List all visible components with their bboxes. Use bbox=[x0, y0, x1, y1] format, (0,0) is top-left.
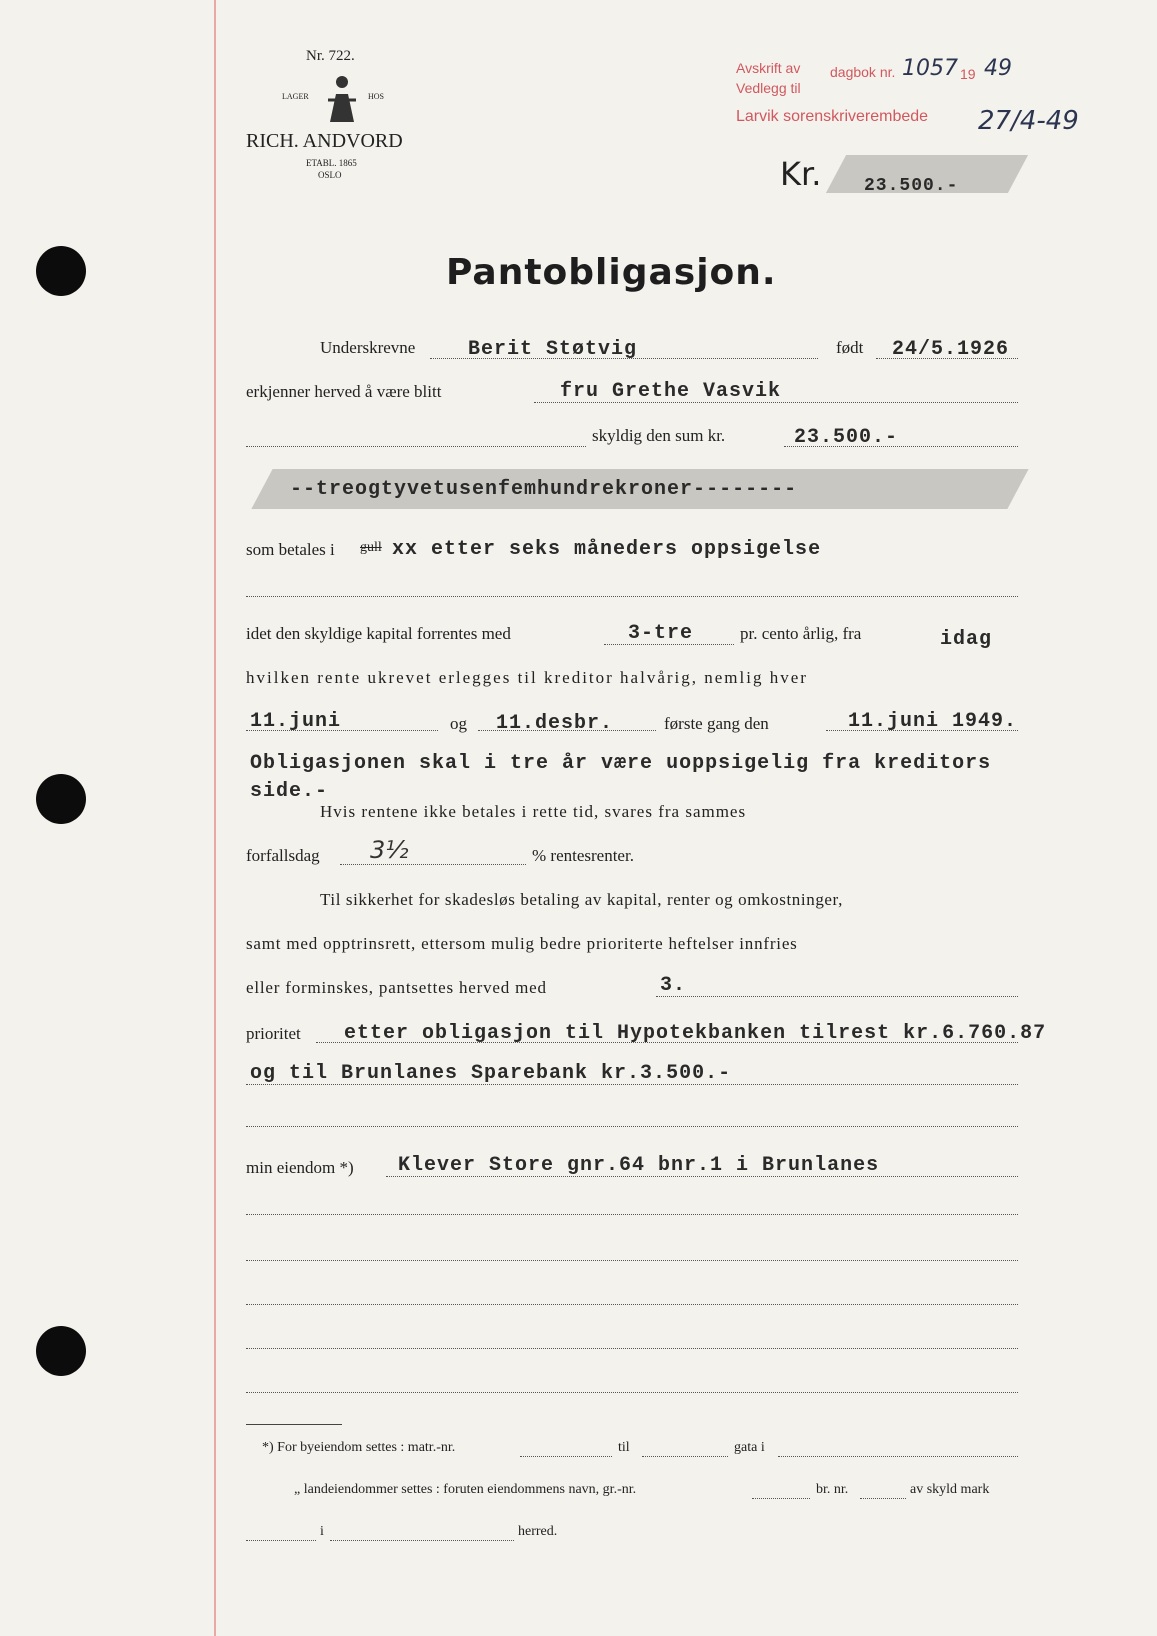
property-label: min eiendom *) bbox=[246, 1158, 354, 1177]
paid-strike: gull bbox=[360, 540, 382, 555]
paid-label: som betales i bbox=[246, 540, 335, 559]
margin-line bbox=[214, 0, 216, 1636]
priority-text-1: etter obligasjon til Hypotekbanken tilrest kr.6.760.87 bbox=[344, 1022, 1047, 1045]
owe-amount: 23.500.- bbox=[794, 426, 899, 449]
dotted-rule bbox=[246, 1126, 1018, 1127]
undersigned-label: Underskrevne bbox=[320, 338, 416, 357]
punch-hole bbox=[36, 774, 86, 824]
publisher-logo-icon bbox=[322, 72, 362, 124]
publisher-name: RICH. ANDVORD bbox=[246, 130, 403, 152]
stamp-date: 27/4-49 bbox=[978, 106, 1079, 136]
interest-rate: 3-tre bbox=[628, 622, 694, 645]
late-line: Hvis rentene ikke betales i rette tid, svares fra sammes bbox=[320, 802, 747, 821]
dotted-rule bbox=[246, 730, 438, 731]
punch-hole bbox=[36, 1326, 86, 1376]
note-line-1: Obligasjonen skal i tre år være uoppsigelig fra kreditors bbox=[250, 752, 992, 775]
paid-terms: xx etter seks måneders oppsigelse bbox=[392, 538, 822, 561]
footnote-line-3a: i bbox=[320, 1524, 324, 1539]
publisher-city: OSLO bbox=[318, 170, 342, 180]
security-line-2: samt med opptrinsrett, ettersom mulig bedre prioriterte heftelser innfries bbox=[246, 934, 798, 953]
footnote-line-2c: av skyld mark bbox=[910, 1482, 990, 1497]
footnote-line-1a: *) For byeiendom settes : matr.-nr. bbox=[262, 1440, 456, 1455]
due-date-2: 11.desbr. bbox=[496, 712, 614, 735]
footnote-separator bbox=[246, 1424, 342, 1425]
dotted-rule bbox=[246, 446, 586, 447]
born-date: 24/5.1926 bbox=[892, 338, 1010, 361]
stamp-avskrift: Avskrift av bbox=[736, 60, 801, 76]
logo-left-text: LAGER bbox=[282, 92, 309, 101]
stamp-dagbok-label: dagbok nr. bbox=[830, 64, 896, 80]
dotted-rule bbox=[246, 596, 1018, 597]
dotted-rule bbox=[246, 1260, 1018, 1261]
interest-label2: pr. cento årlig, fra bbox=[740, 624, 862, 643]
property-description: Klever Store gnr.64 bnr.1 i Brunlanes bbox=[398, 1154, 880, 1177]
amount-value: 23.500.- bbox=[864, 176, 959, 196]
priority-number: 3. bbox=[660, 974, 687, 997]
first-time-label: første gang den bbox=[664, 714, 769, 733]
dotted-rule bbox=[246, 1392, 1018, 1393]
dotted-rule bbox=[642, 1456, 728, 1457]
logo-right-text: HOS bbox=[368, 92, 385, 101]
stamp-vedlegg: Vedlegg til bbox=[736, 80, 801, 96]
late-label2: % rentesrenter. bbox=[532, 846, 634, 865]
interest-label: idet den skyldige kapital forrentes med bbox=[246, 624, 511, 643]
interest-from: idag bbox=[940, 628, 993, 651]
dotted-rule bbox=[330, 1540, 514, 1541]
dotted-rule bbox=[246, 1214, 1018, 1215]
dotted-rule bbox=[520, 1456, 612, 1457]
security-line-3: eller forminskes, pantsettes herved med bbox=[246, 978, 547, 997]
note-line-2: side.- bbox=[250, 780, 329, 803]
publisher-etabl: ETABL. 1865 bbox=[306, 158, 357, 168]
footnote-line-3b: herred. bbox=[518, 1524, 558, 1539]
document-title: Pantobligasjon. bbox=[446, 252, 777, 293]
stamp-office: Larvik sorenskriverembede bbox=[736, 108, 929, 125]
born-label: født bbox=[836, 338, 864, 357]
priority-label: prioritet bbox=[246, 1024, 301, 1043]
punch-hole bbox=[36, 246, 86, 296]
footnote-line-2b: br. nr. bbox=[816, 1482, 849, 1497]
dotted-rule bbox=[246, 1540, 316, 1541]
form-number: Nr. 722. bbox=[306, 48, 355, 64]
dotted-rule bbox=[340, 864, 526, 865]
and-label: og bbox=[450, 714, 467, 733]
acknowledge-label: erkjenner herved å være blitt bbox=[246, 382, 442, 401]
dotted-rule bbox=[752, 1498, 810, 1499]
amount-words: --treogtyvetusenfemhundrekroner-------- bbox=[290, 478, 798, 501]
dotted-rule bbox=[656, 996, 1018, 997]
dotted-rule bbox=[778, 1456, 1018, 1457]
creditor-name: fru Grethe Vasvik bbox=[560, 380, 782, 403]
security-line-1: Til sikkerhet for skadesløs betaling av kapital, renter og omkostninger, bbox=[320, 890, 843, 909]
priority-text-2: og til Brunlanes Sparebank kr.3.500.- bbox=[250, 1062, 732, 1085]
stamp-year: 49 bbox=[984, 56, 1012, 81]
dotted-rule bbox=[246, 1304, 1018, 1305]
amount-prefix: Kr. bbox=[780, 155, 822, 193]
stamp-year-prefix: 19 bbox=[960, 66, 976, 82]
footnote-line-1b: til bbox=[618, 1440, 630, 1455]
interest-line2: hvilken rente ukrevet erlegges til kreditor halvårig, nemlig hver bbox=[246, 668, 808, 687]
due-date-1: 11.juni bbox=[250, 710, 342, 733]
late-rate: 3½ bbox=[370, 836, 409, 864]
debtor-name: Berit Støtvig bbox=[468, 338, 638, 361]
first-time-date: 11.juni 1949. bbox=[848, 710, 1018, 733]
footnote-line-2a: „ landeiendommer settes : foruten eiendommens navn, gr.-nr. bbox=[294, 1482, 637, 1497]
stamp-dagbok-number: 1057 bbox=[902, 56, 958, 81]
footnote-line-1c: gata i bbox=[734, 1440, 765, 1455]
dotted-rule bbox=[860, 1498, 906, 1499]
late-label: forfallsdag bbox=[246, 846, 320, 865]
dotted-rule bbox=[246, 1348, 1018, 1349]
owe-label: skyldig den sum kr. bbox=[592, 426, 726, 445]
